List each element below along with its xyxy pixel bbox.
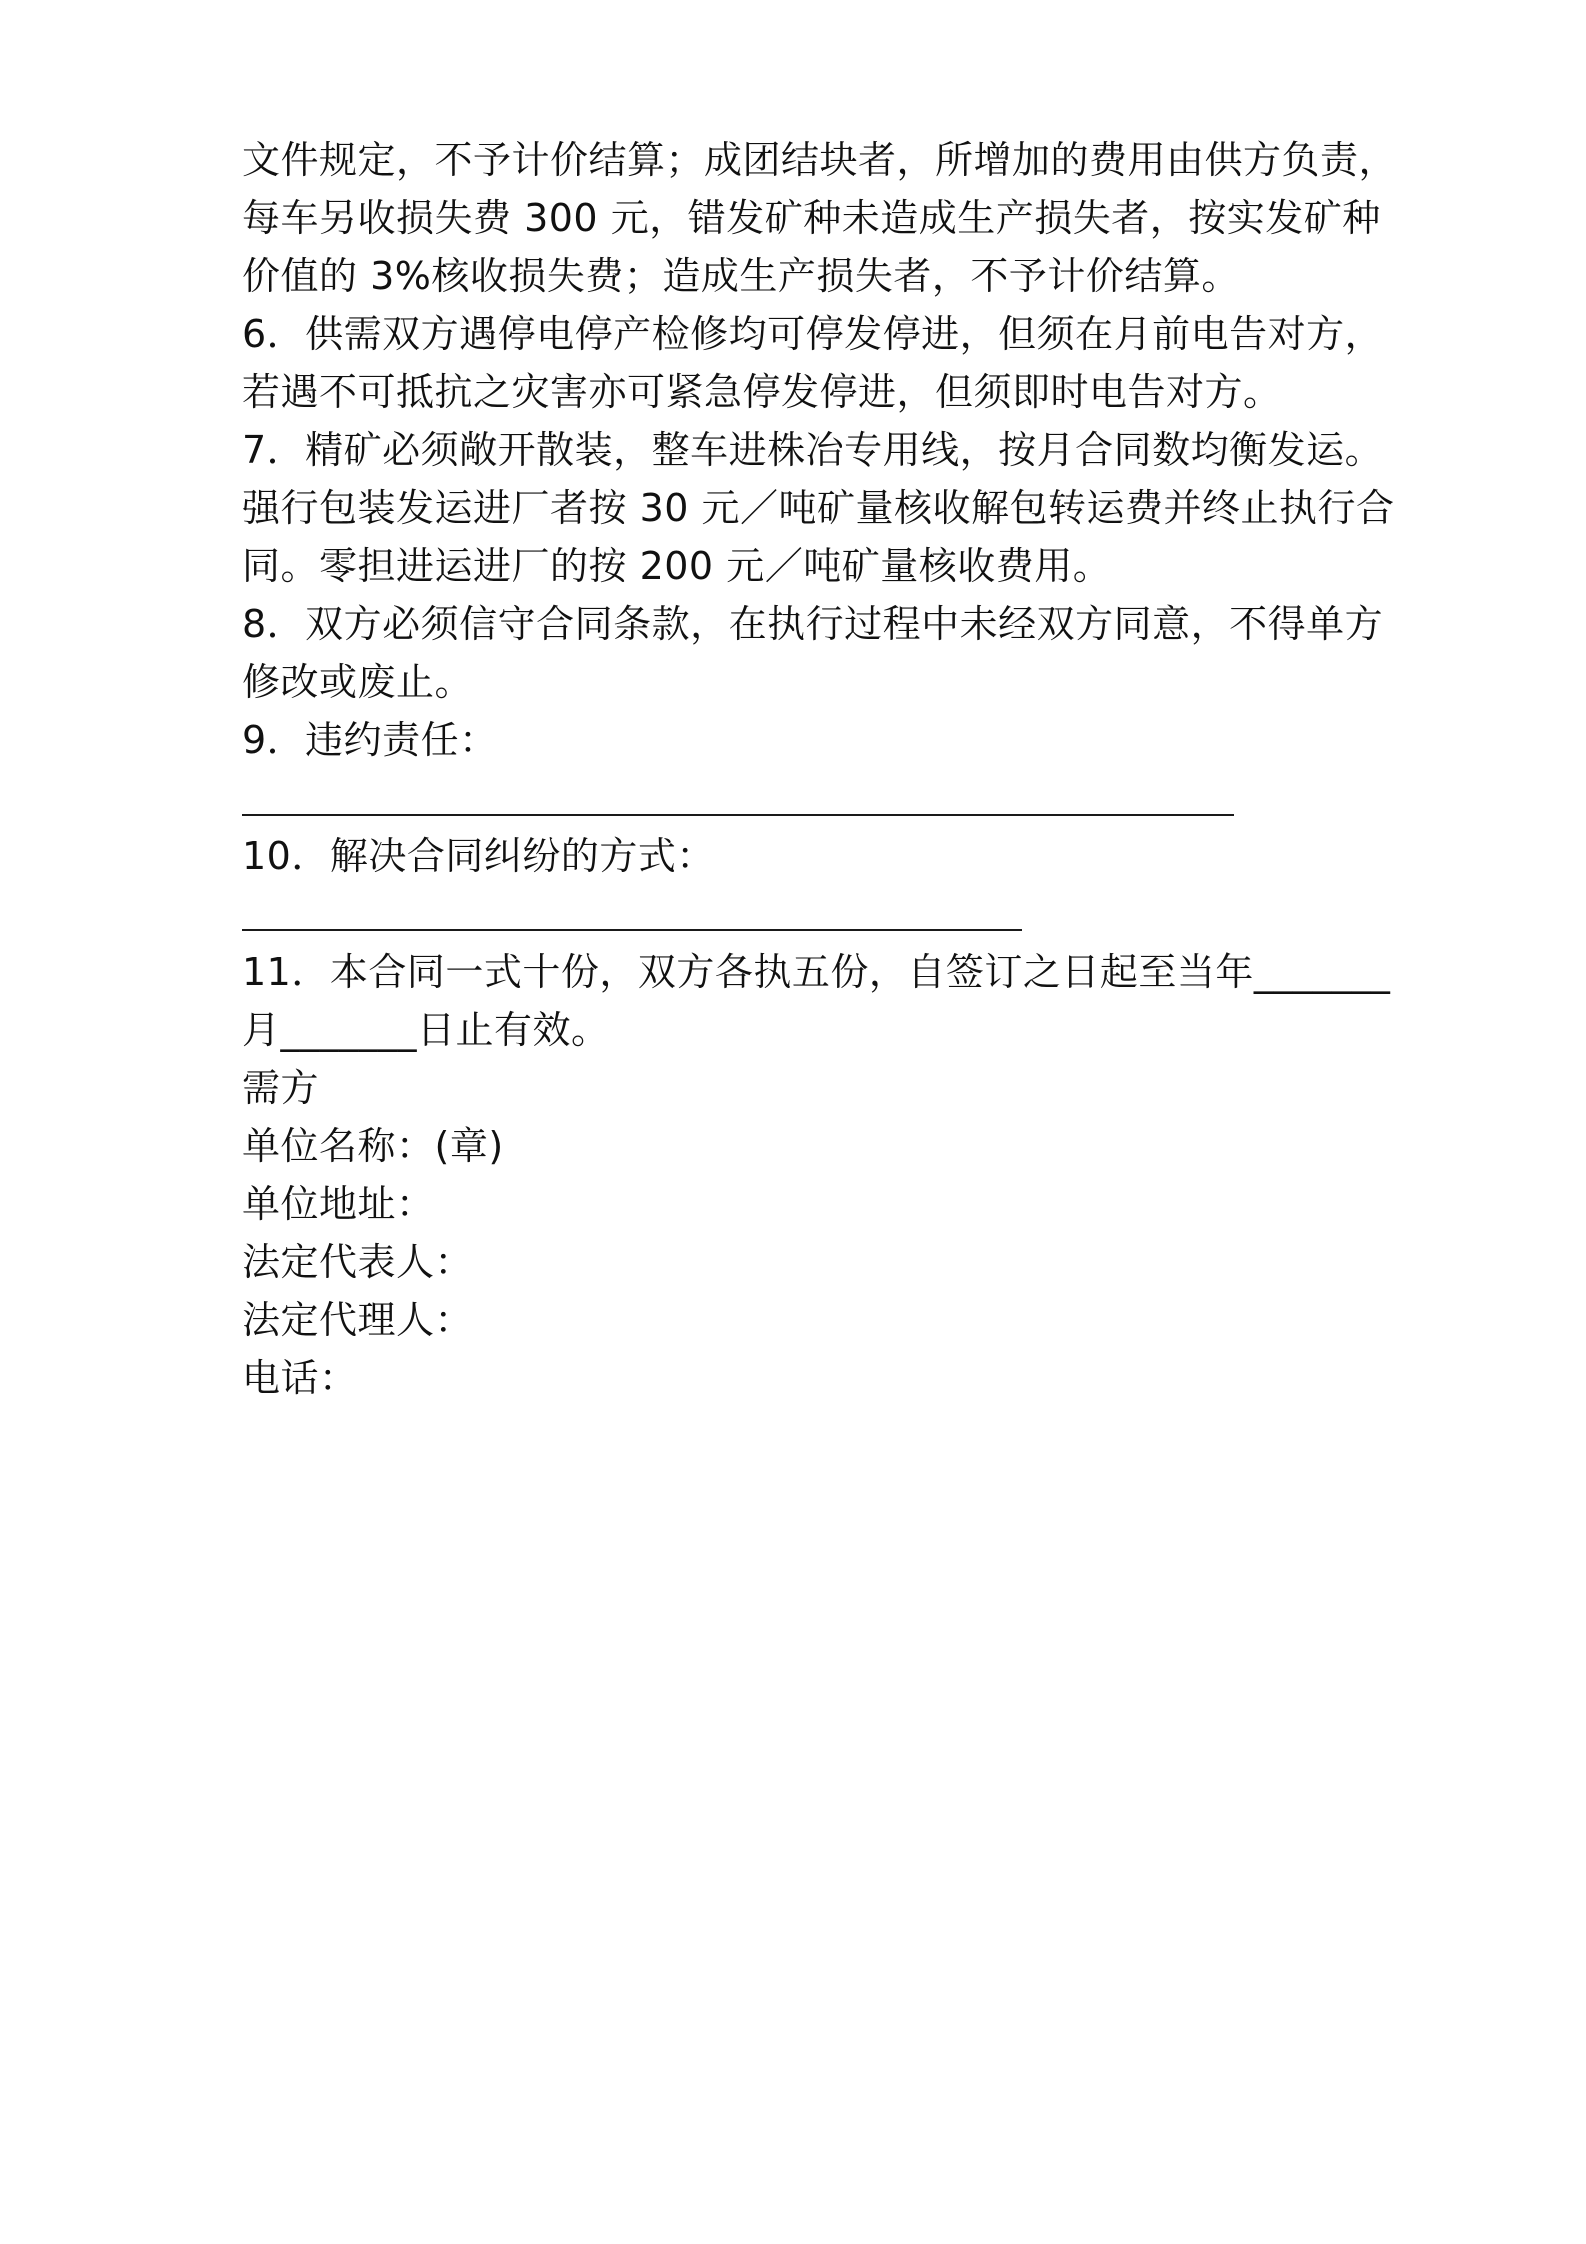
paragraph-line-3: 价值的 3%核收损失费；造成生产损失者，不予计价结算。 xyxy=(242,254,1240,298)
paragraph-line-2: 每车另收损失费 300 元，错发矿种未造成生产损失者，按实发矿种 xyxy=(242,196,1381,240)
paragraph-line-1: 文件规定，不予计价结算；成团结块者，所增加的费用由供方负责， xyxy=(242,138,1398,182)
legal-representative-label: 法定代表人： xyxy=(242,1240,474,1284)
clause-6-line-2: 若遇不可抵抗之灾害亦可紧急停发停进，但须即时电告对方。 xyxy=(242,370,1282,414)
clause-11-line-1: 11．本合同一式十份，双方各执五份，自签订之日起至当年_______ xyxy=(242,950,1391,994)
unit-name-label: 单位名称：(章) xyxy=(242,1124,504,1168)
clause-10-heading: 10．解决合同纠纷的方式： xyxy=(242,834,715,878)
dispute-resolution-blank xyxy=(242,929,1022,931)
legal-agent-label: 法定代理人： xyxy=(242,1298,474,1342)
clause-9-heading: 9．违约责任： xyxy=(242,718,498,762)
breach-liability-blank xyxy=(242,814,1234,816)
clause-7-line-2: 强行包装发运进厂者按 30 元／吨矿量核收解包转运费并终止执行合 xyxy=(242,486,1395,530)
clause-8-line-2: 修改或废止。 xyxy=(242,660,474,704)
clause-7-line-3: 同。零担进运进厂的按 200 元／吨矿量核收费用。 xyxy=(242,544,1112,588)
phone-label: 电话： xyxy=(242,1356,358,1400)
clause-7-line-1: 7．精矿必须敞开散装，整车进株冶专用线，按月合同数均衡发运。 xyxy=(242,428,1384,472)
clause-8-line-1: 8．双方必须信守合同条款，在执行过程中未经双方同意，不得单方 xyxy=(242,602,1384,646)
clause-11-line-2: 月_______日止有效。 xyxy=(242,1008,610,1052)
clause-6-line-1: 6．供需双方遇停电停产检修均可停发停进，但须在月前电告对方， xyxy=(242,312,1384,356)
signature-party-label: 需方 xyxy=(242,1066,320,1110)
unit-address-label: 单位地址： xyxy=(242,1182,435,1226)
